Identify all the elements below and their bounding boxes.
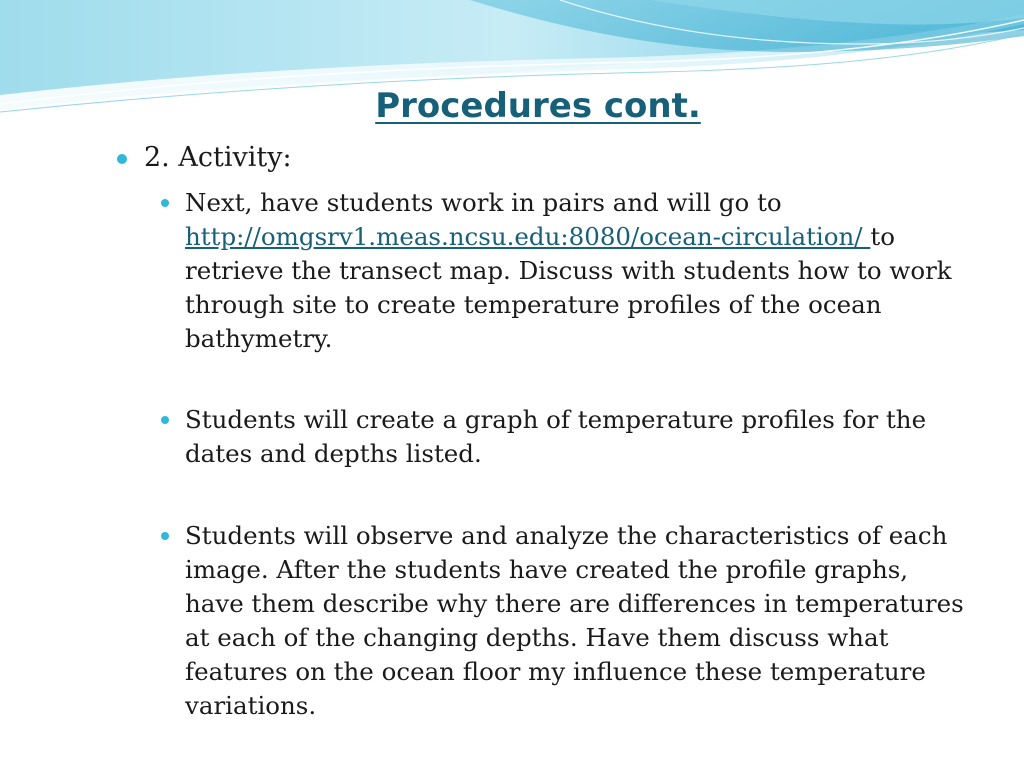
bullet-text-3: Students will observe and analyze the characteristics of each image. After the students have created the profile graphs, have them describe why there are differences in temperatures at each of the changing depths. Have them discuss what features on the ocean floor my influence these temperature variations. [185, 521, 964, 720]
bullet-dot-icon [117, 154, 127, 164]
bullet-1-text-before: Next, have students work in pairs and will go to [185, 188, 782, 217]
bullet-text-2: Students will create a graph of temperature profiles for the dates and depths listed. [185, 405, 927, 468]
bullet-item-3 [161, 519, 971, 723]
slide-title: Procedures cont. [375, 86, 701, 126]
bullet-dot-icon [161, 532, 169, 540]
bullet-1-text-after: to retrieve the transect map. Discuss with students how to work through site to create temperature profiles of the ocean bathymetry. [185, 222, 952, 353]
bullet-text-1 [185, 186, 971, 356]
bullet-item-1 [161, 186, 971, 356]
bullet-dot-icon [161, 199, 169, 207]
bullet-item-2 [161, 403, 971, 471]
ocean-circulation-link[interactable]: http://omgsrv1.meas.ncsu.edu:8080/ocean-circulation/ [185, 222, 871, 251]
bullet-dot-icon [161, 416, 169, 424]
level1-bullet-text: 2. Activity: [144, 142, 292, 173]
